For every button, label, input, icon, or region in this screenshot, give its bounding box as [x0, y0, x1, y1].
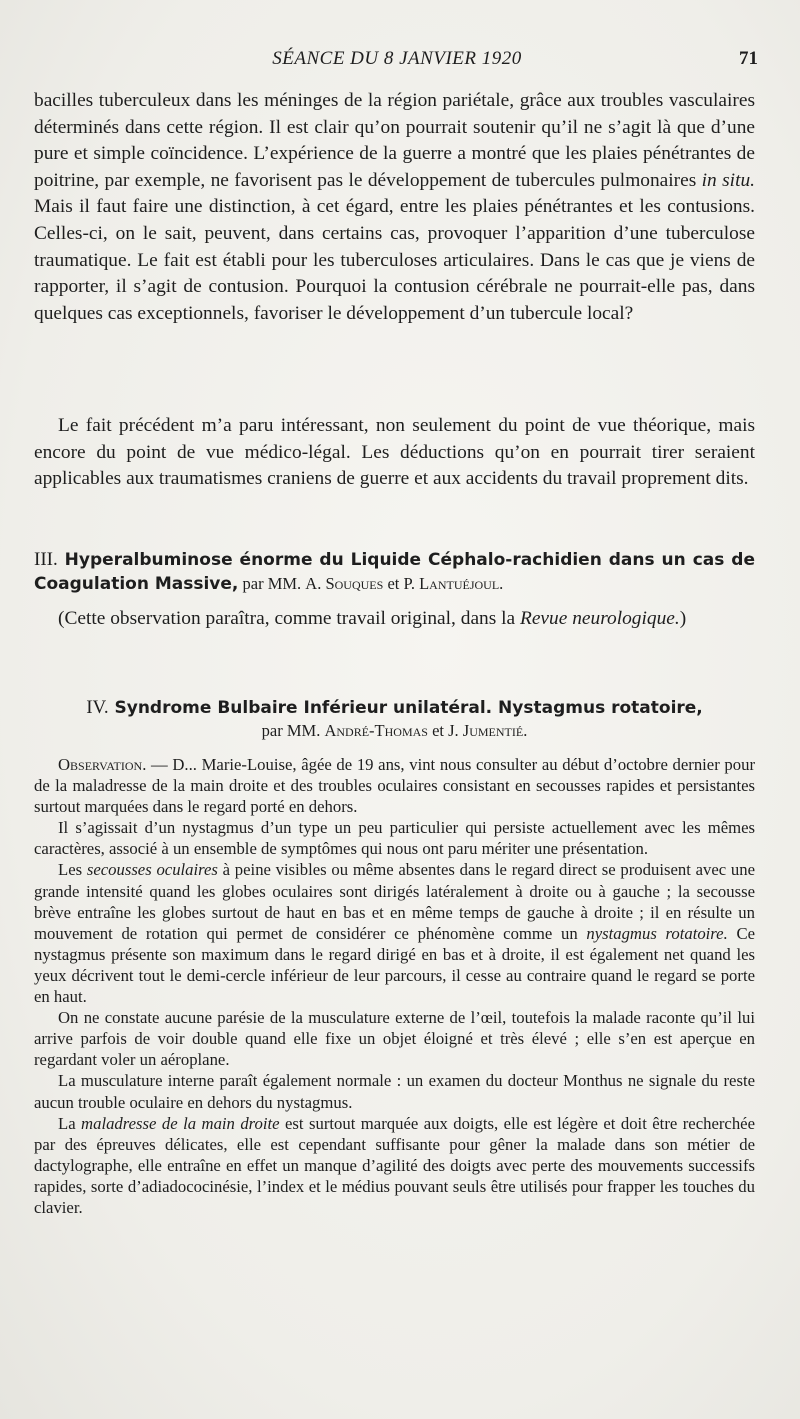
- section-3: [34, 548, 755, 633]
- observation-text: [34, 754, 755, 1218]
- page-number: 71: [739, 48, 758, 69]
- section-3-heading: [34, 548, 755, 596]
- emphasis: nystagmus rotatoire.: [586, 923, 728, 943]
- author-prefix: par MM.: [261, 721, 325, 740]
- observation-paragraph: Il s’agissait d’un nystagmus d’un type un peu particulier qui persiste actuellement avec les mêmes caractères, associé à un ensemble de symptômes qui nous ont paru mériter une présentation.: [34, 818, 755, 859]
- author-conjunction: et: [427, 721, 449, 740]
- page-header: [36, 48, 758, 78]
- author-name: P. Lantuéjoul.: [403, 574, 504, 593]
- observation-label: Observation.: [58, 755, 147, 774]
- journal-title: Revue neurologique.: [519, 608, 680, 629]
- emphasis: secousses oculaires: [86, 860, 218, 880]
- text-run: Ce nystagmus présente son maximum dans le regard dirigé en bas et à droite, il est également net quand les yeux décrivent tout le demi-cercle inférieur de leur parcours, il cesse au contraire quand le regard se porte en haut.: [34, 923, 755, 1007]
- section-3-note: [34, 606, 755, 633]
- observation-paragraph: [34, 754, 755, 817]
- author-name: André-Thomas: [324, 721, 428, 740]
- section-4-authors: [34, 720, 755, 742]
- observation-paragraph: [34, 859, 755, 1007]
- text-run: est surtout marquée aux doigts, elle est légère et doit être recherchée par des épreuves délicates, elle est cependant suffisante pour gêner la malade dans son métier de dactylographe, elle entraîne en effet un manque d’agilité des doigts avec perte des mouvements successifs rapides, sorte d’adiadococinésie, l’index et le médius pouvant seuls être utilisés pour frapper les touches du clavier.: [34, 1113, 755, 1217]
- author-name: A. Souques: [305, 574, 384, 593]
- text-run: Les: [58, 860, 87, 880]
- note-text: (Cette observation paraîtra, comme travail original, dans la: [58, 608, 520, 629]
- text-run: Mais il faut faire une distinction, à cet égard, entre les plaies pénétrantes et les contusions. Celles-ci, on le sait, peuvent, dans certains cas, provoquer l’apparition d’une tuberculose traumatique. Le fait est établi pour les tuberculoses articulaires. Dans le cas que je viens de rapporter, il s’agit de contusion. Pourquoi la contusion cérébrale ne pourrait-elle pas, dans quelques cas exceptionnels, favoriser le développement d’un tubercule local?: [34, 196, 755, 324]
- author-name: J. Jumentié.: [448, 721, 528, 740]
- section-4-heading: [34, 696, 755, 720]
- section-title: Hyperalbuminose énorme du Liquide Céphalo-rachidien dans un cas de Coagulation Massive,: [34, 550, 755, 594]
- running-title: SÉANCE DU 8 JANVIER 1920: [272, 48, 522, 69]
- text-run: à peine visibles ou même absentes dans le regard direct se produisent avec une grande intensité quand les globes oculaires sont dirigés latéralement à droite ou à gauche ; la secousse brève entraîne les globes surtout de haut en bas et en même temps de gauche à droite ; il en résulte un mouvement de rotation qui permet de considérer ce phénomène comme un: [34, 860, 755, 943]
- author-conjunction: et: [383, 574, 404, 593]
- emphasis: maladresse de la main droite: [81, 1113, 280, 1133]
- observation-paragraph: [34, 1113, 755, 1218]
- observation-paragraph: La musculature interne paraît également normale : un examen du docteur Monthus ne signale du reste aucun trouble oculaire en dehors du nystagmus.: [34, 1071, 755, 1112]
- text-run: — D... Marie-Louise, âgée de 19 ans, vint nous consulter au début d’octobre dernier pour de la maladresse de la main droite et des troubles oculaires consistant en secousses rapides et persistantes surtout marquées dans le regard porté en dehors.: [34, 755, 755, 817]
- note-text: ): [679, 608, 687, 629]
- paragraph-text: Le fait précédent m’a paru intéressant, non seulement du point de vue théorique, mais encore du point de vue médico-légal. Les déductions qu’on en pourrait tirer seraient applicables aux traumatismes craniens de guerre et aux accidents du travail proprement dits.: [34, 415, 755, 490]
- section-4: [34, 696, 755, 1218]
- paragraph-medico-legal: [34, 413, 755, 493]
- emphasis-in-situ: in situ.: [701, 169, 756, 191]
- section-number: IV.: [86, 697, 109, 718]
- section-title: Syndrome Bulbaire Inférieur unilatéral. Nystagmus rotatoire,: [114, 698, 703, 718]
- text-run: bacilles tuberculeux dans les méninges de la région pariétale, grâce aux troubles vasculaires déterminés dans cette région. Il est clair qu’on pourrait soutenir qu’il ne s’agit là que d’une pure et simple coïncidence. L’expérience de la guerre a montré que les plaies pénétrantes de poitrine, par exemple, ne favorisent pas le développement de tubercules pulmonaires: [34, 90, 755, 191]
- text-run: La: [58, 1113, 82, 1133]
- section-number: III.: [34, 549, 58, 570]
- continued-paragraph: [34, 88, 755, 327]
- author-prefix: par MM.: [238, 574, 306, 593]
- observation-paragraph: On ne constate aucune parésie de la musculature externe de l’œil, toutefois la malade raconte qu’il lui arrive parfois de voir double quand elle fixe un objet éloigné et très élevé ; elle s’en est aperçue en regardant voler un aéroplane.: [34, 1008, 755, 1070]
